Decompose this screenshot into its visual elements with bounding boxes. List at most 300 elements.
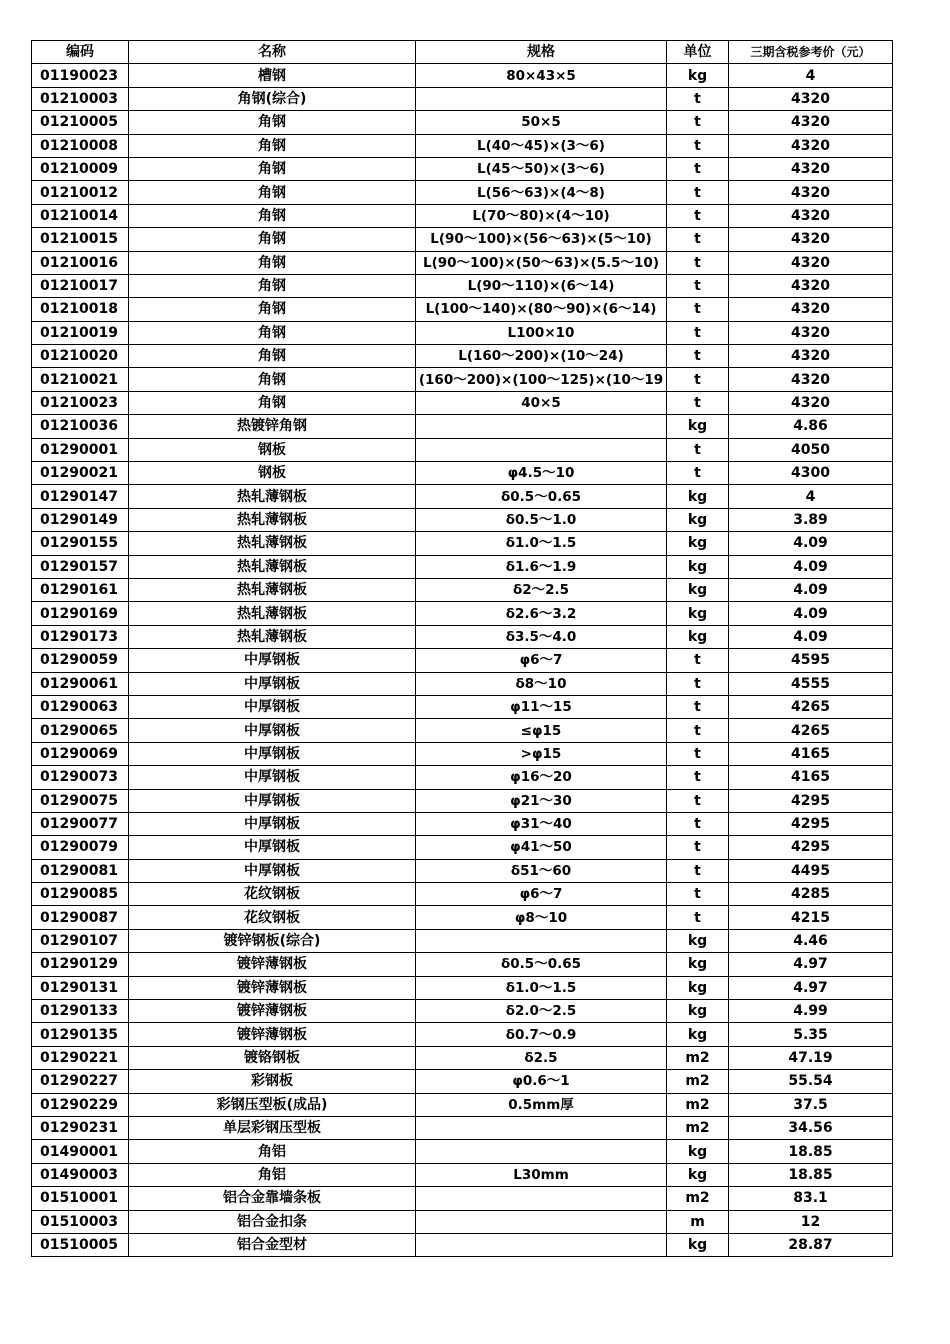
code-cell: 01210017	[32, 274, 129, 297]
unit-cell: t	[667, 812, 729, 835]
name-cell: 角钢	[129, 228, 416, 251]
unit-cell: kg	[667, 976, 729, 999]
spec-cell: 80×43×5	[416, 64, 667, 87]
name-cell: 角钢	[129, 111, 416, 134]
table-row	[32, 321, 893, 344]
code-cell: 01290087	[32, 906, 129, 929]
table-row	[32, 1140, 893, 1163]
table-row	[32, 859, 893, 882]
code-cell: 01210015	[32, 228, 129, 251]
spec-cell: φ11～15	[416, 695, 667, 718]
table-body	[32, 64, 893, 1257]
spec-cell: δ2～2.5	[416, 578, 667, 601]
price-cell: 4	[729, 64, 893, 87]
name-cell: 中厚钢板	[129, 836, 416, 859]
spec-cell: >φ15	[416, 742, 667, 765]
spec-cell	[416, 1140, 667, 1163]
table-row	[32, 391, 893, 414]
name-cell: 角钢	[129, 391, 416, 414]
spec-cell: δ0.5～0.65	[416, 953, 667, 976]
table-row	[32, 906, 893, 929]
code-cell: 01210008	[32, 134, 129, 157]
price-cell: 34.56	[729, 1116, 893, 1139]
unit-cell: kg	[667, 929, 729, 952]
spec-cell: δ1.6～1.9	[416, 555, 667, 578]
spec-cell: φ0.6～1	[416, 1070, 667, 1093]
code-cell: 01210016	[32, 251, 129, 274]
table-row	[32, 719, 893, 742]
unit-cell: t	[667, 883, 729, 906]
table-row	[32, 204, 893, 227]
price-cell: 4.09	[729, 555, 893, 578]
spec-cell: 0.5mm厚	[416, 1093, 667, 1116]
price-cell: 4165	[729, 742, 893, 765]
code-cell: 01290173	[32, 625, 129, 648]
name-cell: 中厚钢板	[129, 695, 416, 718]
code-cell: 01290231	[32, 1116, 129, 1139]
name-cell: 镀锌薄钢板	[129, 1023, 416, 1046]
table-row	[32, 438, 893, 461]
name-cell: 角钢	[129, 251, 416, 274]
price-cell: 4.99	[729, 1000, 893, 1023]
unit-cell: m2	[667, 1093, 729, 1116]
table-row	[32, 274, 893, 297]
code-cell: 01290169	[32, 602, 129, 625]
code-cell: 01290069	[32, 742, 129, 765]
spec-cell: 50×5	[416, 111, 667, 134]
name-cell: 花纹钢板	[129, 883, 416, 906]
spec-cell: δ51～60	[416, 859, 667, 882]
code-cell: 01290155	[32, 532, 129, 555]
unit-cell: kg	[667, 1000, 729, 1023]
table-row	[32, 1070, 893, 1093]
price-cell: 47.19	[729, 1046, 893, 1069]
price-cell: 55.54	[729, 1070, 893, 1093]
name-cell: 铝合金扣条	[129, 1210, 416, 1233]
spec-cell: L(40～45)×(3～6)	[416, 134, 667, 157]
table-row	[32, 1046, 893, 1069]
unit-cell: kg	[667, 602, 729, 625]
header-spec: 规格	[416, 41, 667, 64]
name-cell: 铝合金靠墙条板	[129, 1187, 416, 1210]
code-cell: 01290147	[32, 485, 129, 508]
code-cell: 01290135	[32, 1023, 129, 1046]
code-cell: 01290157	[32, 555, 129, 578]
name-cell: 热轧薄钢板	[129, 625, 416, 648]
unit-cell: t	[667, 321, 729, 344]
spec-cell: φ6～7	[416, 883, 667, 906]
name-cell: 热轧薄钢板	[129, 532, 416, 555]
price-cell: 4	[729, 485, 893, 508]
header-price: 三期含税参考价（元）	[729, 41, 893, 64]
price-cell: 4.09	[729, 602, 893, 625]
unit-cell: t	[667, 462, 729, 485]
name-cell: 彩钢板	[129, 1070, 416, 1093]
code-cell: 01210009	[32, 157, 129, 180]
name-cell: 角钢(综合)	[129, 87, 416, 110]
name-cell: 铝合金型材	[129, 1233, 416, 1256]
price-cell: 4320	[729, 204, 893, 227]
unit-cell: t	[667, 906, 729, 929]
code-cell: 01290059	[32, 649, 129, 672]
price-cell: 4555	[729, 672, 893, 695]
code-cell: 01290161	[32, 578, 129, 601]
price-cell: 4.86	[729, 415, 893, 438]
unit-cell: kg	[667, 555, 729, 578]
name-cell: 中厚钢板	[129, 859, 416, 882]
name-cell: 镀锌薄钢板	[129, 953, 416, 976]
price-cell: 83.1	[729, 1187, 893, 1210]
spec-cell: δ0.5～1.0	[416, 508, 667, 531]
unit-cell: kg	[667, 415, 729, 438]
price-cell: 3.89	[729, 508, 893, 531]
table-row	[32, 508, 893, 531]
table-row	[32, 111, 893, 134]
spec-cell	[416, 1210, 667, 1233]
name-cell: 角钢	[129, 321, 416, 344]
spec-cell: φ4.5～10	[416, 462, 667, 485]
name-cell: 热轧薄钢板	[129, 602, 416, 625]
table-row	[32, 672, 893, 695]
unit-cell: t	[667, 134, 729, 157]
spec-cell: δ8～10	[416, 672, 667, 695]
spec-cell: δ3.5～4.0	[416, 625, 667, 648]
name-cell: 角钢	[129, 298, 416, 321]
code-cell: 01210012	[32, 181, 129, 204]
spec-cell	[416, 929, 667, 952]
unit-cell: m	[667, 1210, 729, 1233]
price-cell: 4.97	[729, 953, 893, 976]
code-cell: 01290061	[32, 672, 129, 695]
unit-cell: t	[667, 438, 729, 461]
spec-cell	[416, 415, 667, 438]
spec-cell: δ0.5～0.65	[416, 485, 667, 508]
name-cell: 中厚钢板	[129, 766, 416, 789]
price-cell: 4295	[729, 812, 893, 835]
name-cell: 中厚钢板	[129, 789, 416, 812]
code-cell: 01290149	[32, 508, 129, 531]
table-row	[32, 157, 893, 180]
code-cell: 01290229	[32, 1093, 129, 1116]
name-cell: 镀锌钢板(综合)	[129, 929, 416, 952]
code-cell: 01210020	[32, 345, 129, 368]
spec-cell: L(100～140)×(80～90)×(6～14)	[416, 298, 667, 321]
table-row	[32, 181, 893, 204]
table-row	[32, 532, 893, 555]
unit-cell: kg	[667, 1140, 729, 1163]
name-cell: 钢板	[129, 438, 416, 461]
table-row	[32, 368, 893, 391]
price-cell: 4320	[729, 134, 893, 157]
price-cell: 4285	[729, 883, 893, 906]
name-cell: 热镀锌角钢	[129, 415, 416, 438]
price-cell: 4.09	[729, 532, 893, 555]
name-cell: 彩钢压型板(成品)	[129, 1093, 416, 1116]
code-cell: 01290081	[32, 859, 129, 882]
name-cell: 角钢	[129, 181, 416, 204]
table-row	[32, 134, 893, 157]
unit-cell: t	[667, 157, 729, 180]
table-row	[32, 766, 893, 789]
price-cell: 4595	[729, 649, 893, 672]
table-row	[32, 649, 893, 672]
price-cell: 4265	[729, 719, 893, 742]
name-cell: 槽钢	[129, 64, 416, 87]
spec-cell: φ31～40	[416, 812, 667, 835]
name-cell: 角钢	[129, 157, 416, 180]
code-cell: 01290221	[32, 1046, 129, 1069]
spec-cell: L100×10	[416, 321, 667, 344]
name-cell: 角铝	[129, 1140, 416, 1163]
spec-cell: 40×5	[416, 391, 667, 414]
price-cell: 4215	[729, 906, 893, 929]
spec-cell: L(45～50)×(3～6)	[416, 157, 667, 180]
code-cell: 01290075	[32, 789, 129, 812]
name-cell: 角钢	[129, 134, 416, 157]
table-row	[32, 578, 893, 601]
table-row	[32, 228, 893, 251]
unit-cell: kg	[667, 1163, 729, 1186]
code-cell: 01210019	[32, 321, 129, 344]
code-cell: 01210005	[32, 111, 129, 134]
spec-cell: δ2.5	[416, 1046, 667, 1069]
table-row	[32, 602, 893, 625]
code-cell: 01290001	[32, 438, 129, 461]
price-cell: 4320	[729, 321, 893, 344]
table-row	[32, 812, 893, 835]
header-code: 编码	[32, 41, 129, 64]
unit-cell: t	[667, 766, 729, 789]
price-cell: 4050	[729, 438, 893, 461]
price-cell: 4320	[729, 111, 893, 134]
code-cell: 01290131	[32, 976, 129, 999]
spec-cell: φ6～7	[416, 649, 667, 672]
price-cell: 37.5	[729, 1093, 893, 1116]
unit-cell: m2	[667, 1187, 729, 1210]
table-row	[32, 695, 893, 718]
unit-cell: t	[667, 695, 729, 718]
code-cell: 01210021	[32, 368, 129, 391]
code-cell: 01190023	[32, 64, 129, 87]
code-cell: 01290129	[32, 953, 129, 976]
unit-cell: t	[667, 649, 729, 672]
price-cell: 4320	[729, 157, 893, 180]
table-row	[32, 1233, 893, 1256]
unit-cell: kg	[667, 578, 729, 601]
price-cell: 28.87	[729, 1233, 893, 1256]
code-cell: 01290065	[32, 719, 129, 742]
unit-cell: t	[667, 742, 729, 765]
code-cell: 01490003	[32, 1163, 129, 1186]
price-cell: 12	[729, 1210, 893, 1233]
name-cell: 中厚钢板	[129, 812, 416, 835]
unit-cell: kg	[667, 953, 729, 976]
unit-cell: t	[667, 298, 729, 321]
spec-cell: L(90～100)×(56～63)×(5～10)	[416, 228, 667, 251]
table-row	[32, 298, 893, 321]
table-row	[32, 1023, 893, 1046]
unit-cell: t	[667, 789, 729, 812]
name-cell: 热轧薄钢板	[129, 555, 416, 578]
spec-cell: L30mm	[416, 1163, 667, 1186]
unit-cell: t	[667, 672, 729, 695]
code-cell: 01290227	[32, 1070, 129, 1093]
price-cell: 4320	[729, 391, 893, 414]
price-cell: 4320	[729, 345, 893, 368]
unit-cell: t	[667, 111, 729, 134]
unit-cell: t	[667, 251, 729, 274]
name-cell: 热轧薄钢板	[129, 578, 416, 601]
table-row	[32, 1093, 893, 1116]
unit-cell: kg	[667, 1023, 729, 1046]
spec-cell: L(160～200)×(10～24)	[416, 345, 667, 368]
spec-cell: ≤φ15	[416, 719, 667, 742]
spec-cell: δ1.0～1.5	[416, 976, 667, 999]
unit-cell: kg	[667, 532, 729, 555]
price-cell: 4295	[729, 836, 893, 859]
name-cell: 中厚钢板	[129, 719, 416, 742]
table-row	[32, 1187, 893, 1210]
unit-cell: t	[667, 719, 729, 742]
table-row	[32, 976, 893, 999]
table-row	[32, 555, 893, 578]
spec-cell	[416, 438, 667, 461]
code-cell: 01290077	[32, 812, 129, 835]
name-cell: 钢板	[129, 462, 416, 485]
unit-cell: t	[667, 87, 729, 110]
price-cell: 4295	[729, 789, 893, 812]
price-cell: 4320	[729, 181, 893, 204]
price-cell: 4320	[729, 251, 893, 274]
unit-cell: t	[667, 345, 729, 368]
code-cell: 01510005	[32, 1233, 129, 1256]
code-cell: 01290133	[32, 1000, 129, 1023]
spec-cell	[416, 87, 667, 110]
name-cell: 角钢	[129, 274, 416, 297]
name-cell: 中厚钢板	[129, 742, 416, 765]
code-cell: 01210003	[32, 87, 129, 110]
code-cell: 01210014	[32, 204, 129, 227]
price-cell: 4.46	[729, 929, 893, 952]
table-row	[32, 625, 893, 648]
price-cell: 4320	[729, 274, 893, 297]
header-unit: 单位	[667, 41, 729, 64]
header-row	[32, 41, 893, 64]
table-row	[32, 251, 893, 274]
spec-cell: L(90～100)×(50～63)×(5.5～10)	[416, 251, 667, 274]
table-row	[32, 345, 893, 368]
price-cell: 4165	[729, 766, 893, 789]
code-cell: 01510001	[32, 1187, 129, 1210]
name-cell: 中厚钢板	[129, 649, 416, 672]
name-cell: 角钢	[129, 368, 416, 391]
table-row	[32, 1163, 893, 1186]
name-cell: 中厚钢板	[129, 672, 416, 695]
unit-cell: t	[667, 368, 729, 391]
price-cell: 4320	[729, 228, 893, 251]
table-row	[32, 953, 893, 976]
spec-cell: L(70～80)×(4～10)	[416, 204, 667, 227]
name-cell: 镀锌薄钢板	[129, 976, 416, 999]
code-cell: 01290107	[32, 929, 129, 952]
code-cell: 01290063	[32, 695, 129, 718]
code-cell: 01510003	[32, 1210, 129, 1233]
table-row	[32, 1210, 893, 1233]
table-row	[32, 415, 893, 438]
code-cell: 01210018	[32, 298, 129, 321]
name-cell: 热轧薄钢板	[129, 485, 416, 508]
unit-cell: t	[667, 859, 729, 882]
unit-cell: t	[667, 204, 729, 227]
unit-cell: t	[667, 274, 729, 297]
spec-cell: δ2.6～3.2	[416, 602, 667, 625]
table-row	[32, 1000, 893, 1023]
name-cell: 角钢	[129, 204, 416, 227]
name-cell: 热轧薄钢板	[129, 508, 416, 531]
price-cell: 4300	[729, 462, 893, 485]
spec-cell: (160～200)×(100～125)×(10～19	[416, 368, 667, 391]
spec-cell: φ16～20	[416, 766, 667, 789]
price-cell: 4265	[729, 695, 893, 718]
unit-cell: t	[667, 391, 729, 414]
code-cell: 01490001	[32, 1140, 129, 1163]
spec-cell: φ21～30	[416, 789, 667, 812]
table-row	[32, 1116, 893, 1139]
table-row	[32, 883, 893, 906]
name-cell: 角铝	[129, 1163, 416, 1186]
name-cell: 角钢	[129, 345, 416, 368]
table-header	[32, 41, 893, 64]
unit-cell: m2	[667, 1116, 729, 1139]
spec-cell: δ0.7～0.9	[416, 1023, 667, 1046]
code-cell: 01290085	[32, 883, 129, 906]
price-cell: 4.97	[729, 976, 893, 999]
unit-cell: kg	[667, 508, 729, 531]
spec-cell: δ1.0～1.5	[416, 532, 667, 555]
price-cell: 4320	[729, 298, 893, 321]
price-table	[31, 40, 893, 1257]
table-row	[32, 462, 893, 485]
unit-cell: kg	[667, 1233, 729, 1256]
spec-cell: L(56～63)×(4～8)	[416, 181, 667, 204]
spec-cell	[416, 1233, 667, 1256]
code-cell: 01290073	[32, 766, 129, 789]
spec-cell: L(90～110)×(6～14)	[416, 274, 667, 297]
table-row	[32, 742, 893, 765]
unit-cell: m2	[667, 1070, 729, 1093]
table-row	[32, 485, 893, 508]
unit-cell: t	[667, 228, 729, 251]
table-row	[32, 64, 893, 87]
code-cell: 01290021	[32, 462, 129, 485]
unit-cell: m2	[667, 1046, 729, 1069]
price-cell: 4.09	[729, 578, 893, 601]
price-cell: 18.85	[729, 1140, 893, 1163]
table-row	[32, 87, 893, 110]
spec-cell	[416, 1116, 667, 1139]
code-cell: 01290079	[32, 836, 129, 859]
table-row	[32, 836, 893, 859]
table-row	[32, 789, 893, 812]
name-cell: 花纹钢板	[129, 906, 416, 929]
price-cell: 4320	[729, 87, 893, 110]
spec-cell: δ2.0～2.5	[416, 1000, 667, 1023]
name-cell: 镀铬钢板	[129, 1046, 416, 1069]
price-cell: 4.09	[729, 625, 893, 648]
price-cell: 18.85	[729, 1163, 893, 1186]
unit-cell: t	[667, 181, 729, 204]
header-name: 名称	[129, 41, 416, 64]
